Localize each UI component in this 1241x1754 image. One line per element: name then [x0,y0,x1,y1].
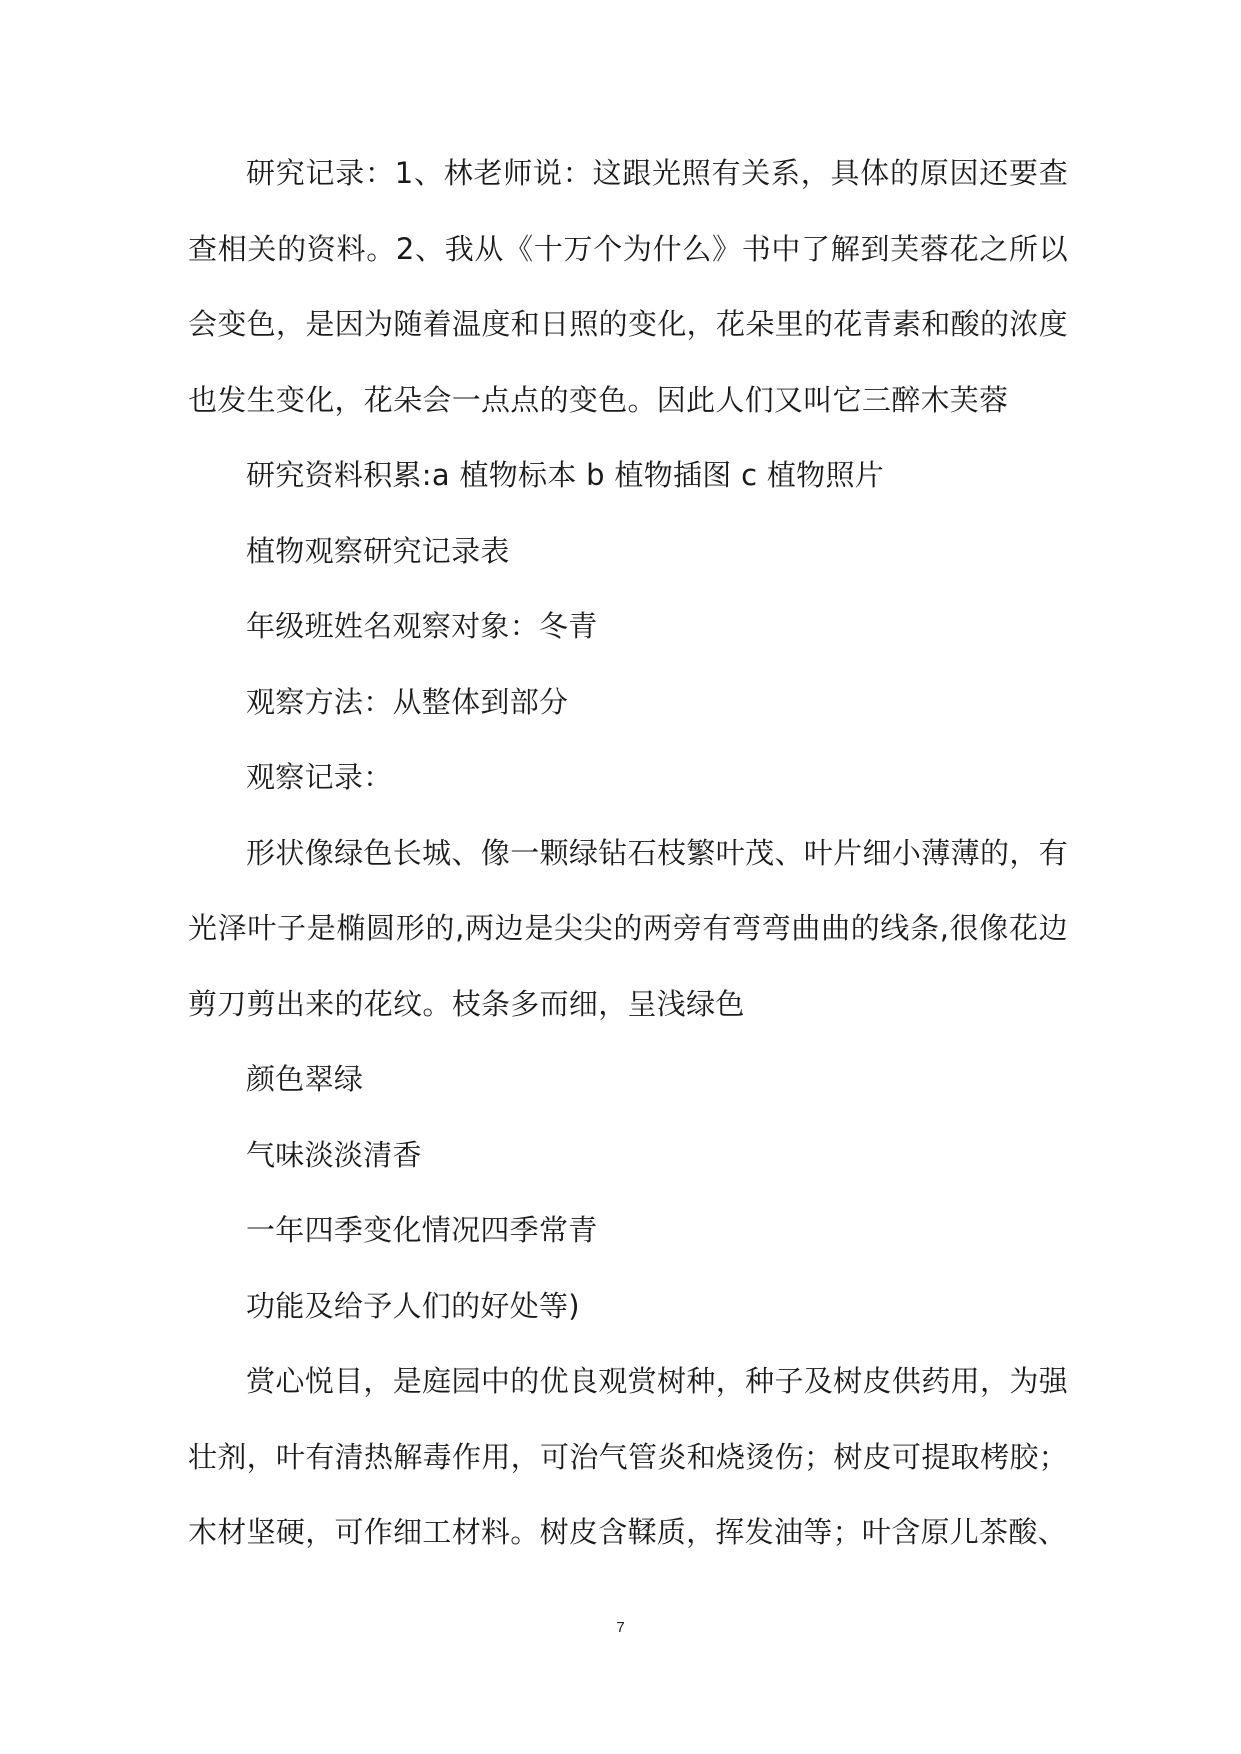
paragraph-color: 颜色翠绿 [246,1062,364,1096]
paragraph-shape-description: 形状像绿色长城、像一颗绿钻石枝繁叶茂、叶片细小薄薄的，有光泽叶子是椭圆形的,两边是尖尖的两旁有弯弯曲曲的线条,很像花边剪刀剪出来的花纹。枝条多而细，呈浅绿色 [188,835,1068,1021]
paragraph-smell: 气味淡淡清香 [246,1137,422,1172]
paragraph-observation-record-heading: 观察记录： [246,760,393,794]
paragraph-seasonal-change: 一年四季变化情况四季常青 [246,1213,598,1247]
paragraph-observation-method: 观察方法：从整体到部分 [246,684,569,719]
paragraph-observation-target: 年级班姓名观察对象：冬青 [246,609,598,643]
page-number: 7 [616,1619,625,1636]
paragraph-function-heading: 功能及给予人们的好处等) [246,1288,580,1323]
document-body [188,136,1068,1571]
paragraph-research-record: 研究记录：1、林老师说：这跟光照有关系，具体的原因还要查查相关的资料。2、我从《十万个为什么》书中了解到芙蓉花之所以会变色，是因为随着温度和日照的变化，花朵里的花青素和酸的浓度也发生变化，花朵会一点点的变色。因此人们又叫它三醉木芙蓉 [188,156,1068,417]
paragraph-research-materials: 研究资料积累:a 植物标本 b 植物插图 c 植物照片 [246,458,885,492]
paragraph-record-table-title: 植物观察研究记录表 [246,533,510,568]
paragraph-function-description: 赏心悦目，是庭园中的优良观赏树种，种子及树皮供药用，为强壮剂，叶有清热解毒作用，可治气管炎和烧烫伤；树皮可提取栲胶；木材坚硬，可作细工材料。树皮含鞣质，挥发油等；叶含原儿茶酸、 [188,1364,1068,1549]
